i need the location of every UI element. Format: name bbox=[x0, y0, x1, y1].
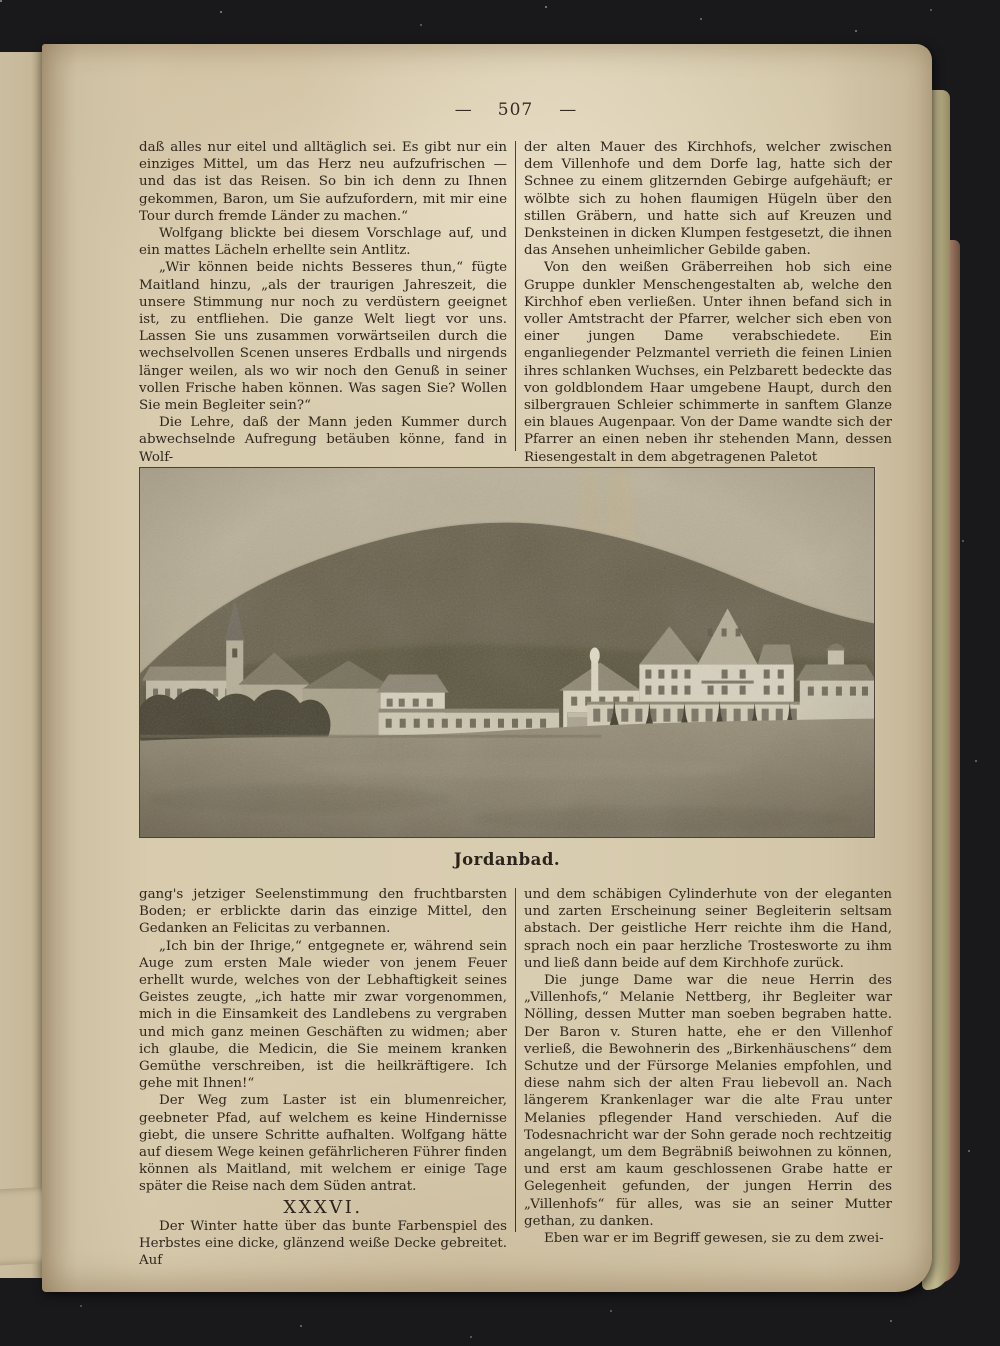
header-dash-left: — bbox=[454, 100, 472, 120]
column-divider-rule bbox=[515, 141, 516, 451]
paragraph: gang's jetziger Seelenstimmung den fruchtbarsten Boden; er erblickte darin das einzige Mittel, den Gedanken an Felicitas zu verbannen. bbox=[139, 887, 507, 937]
paragraph: „Wir können beide nichts Besseres thun,“ fügte Maitland hinzu, „als der traurigen Jahreszeit, die unsere Stimmung nur noch zu verdüstern geeignet ist, zu entfliehen. Die ganze Welt liegt vor uns. Lassen Sie uns zusammen vorwärtseilen durch die wechselvollen Scenen unseres Erdballs und nirgends länger weilen, als wo wir noch den Genuß in seiner vollen Frische haben können. Was sagen Sie? Wollen Sie mein Begleiter sein?“ bbox=[139, 260, 507, 414]
running-header bbox=[139, 100, 892, 120]
chapter-heading: XXXVI. bbox=[283, 1196, 363, 1218]
paragraph: daß alles nur eitel und alltäglich sei. Es gibt nur ein einziges Mittel, um das Herz neu aufzufrischen — und das ist das Reisen. So bin ich denn zu Ihnen gekommen, Baron, um Sie aufzufordern, mit mir eine Tour durch fremde Länder zu machen.“ bbox=[139, 140, 507, 224]
figure-caption: Jordanbad. bbox=[453, 850, 561, 869]
jordanbad-photograph bbox=[139, 467, 875, 838]
lower-right-column bbox=[524, 886, 892, 1247]
lower-left-column bbox=[139, 886, 507, 1269]
paragraph: Wolfgang blickte bei diesem Vorschlage auf, und ein mattes Lächeln erhellte sein Antlitz. bbox=[139, 226, 507, 259]
column-divider-rule bbox=[515, 888, 516, 1232]
upper-left-column bbox=[139, 139, 507, 465]
paragraph: der alten Mauer des Kirchhofs, welcher zwischen dem Villenhofe und dem Dorfe lag, hatte sich der Schnee zu einem glitzernden Gebirge aufgehäuft; er wölbte sich zu hohen flaumigen Hügeln über den stillen Gräbern, und hatte sich auf Kreuzen und Denksteinen in dicken Klumpen festgesetzt, die ihnen das Ansehen unheimlicher Gebilde gaben. bbox=[524, 140, 892, 259]
paragraph: Die junge Dame war die neue Herrin des „Villenhofs,“ Melanie Nettberg, ihr Begleiter war Nölling, dessen Mutter man soeben begraben hatte. Der Baron v. Sturen hatte, ehe er den Villenhof verließ, die Bewohnerin des „Birkenhäuschens“ dem Schutze und der Fürsorge Melanies empfohlen, und diese nahm sich der alten Frau liebevoll an. Nach längerem Krankenlager war die alte Frau unter Melanies pflegender Hand verschieden. Auf die Todesnachricht war der Sohn gerade noch rechtzeitig angelangt, um dem Begräbniß beiwohnen zu können, und erst am kaum geschlossenen Grabe hatte er Gelegenheit gefunden, der jungen Herrin des „Villenhofs“ für alles, was sie an seiner Mutter gethan, zu danken. bbox=[524, 973, 892, 1229]
paragraph: Der Winter hatte über das bunte Farbenspiel des Herbstes eine dicke, glänzend weiße Decke gebreitet. Auf bbox=[139, 1218, 507, 1269]
book-page-sheet bbox=[42, 44, 932, 1292]
facing-page-sliver bbox=[0, 52, 44, 1278]
header-dash-right: — bbox=[559, 100, 577, 120]
dust-specks bbox=[0, 0, 2, 2]
paragraph: Eben war er im Begriff gewesen, sie zu dem zwei- bbox=[544, 1231, 884, 1247]
paragraph: Der Weg zum Laster ist ein blumenreicher, geebneter Pfad, auf welchem es keine Hindernisse giebt, die unsere Schritte aufhalten. Wolfgang hätte auf diesem Wege keinen gefährlicheren Führer finden können als Maitland, mit welchem er einige Tage später die Reise nach dem Süden antrat. bbox=[139, 1093, 507, 1195]
lower-text-block bbox=[139, 886, 892, 1269]
upper-text-block bbox=[139, 139, 892, 465]
paragraph: „Ich bin der Ihrige,“ entgegnete er, während sein Auge zum ersten Male wieder von jenem Feuer erhellt wurde, welches von der Lebhaftigkeit seines Geistes zeugte, „ich hatte mir zwar vorgenommen, mich in die Einsamkeit des Landlebens zu vergraben und mich ganz meinen Geschäften zu widmen; aber ich glaube, die Medicin, die Sie meinem kranken Gemüthe verschreiben, ist die heilkräftigere. Ich gehe mit Ihnen!“ bbox=[139, 938, 507, 1092]
page-content bbox=[139, 44, 892, 1292]
page-number: 507 bbox=[497, 100, 534, 120]
paragraph: und dem schäbigen Cylinderhute von der eleganten und zarten Erscheinung seiner Begleiterin seltsam abstach. Der geistliche Herr reichte ihm die Hand, sprach noch ein paar herzliche Trostesworte zu ihm und ließ dann beide auf dem Kirchhofe zurück. bbox=[524, 887, 892, 971]
paragraph: Von den weißen Gräberreihen hob sich eine Gruppe dunkler Menschengestalten ab, welche den Kirchhof eben verließen. Unter ihnen befand sich in voller Amtstracht der Pfarrer, welcher sich eben von einer jungen Dame verabschiedete. Ein enganliegender Pelzmantel verrieth die feinen Linien ihres schlanken Wuchses, ein Pelzbarett bedeckte das von goldblondem Haar umgebene Haupt, durch den silbergrauen Schleier schimmerte in sanftem Glanze ein blaues Augenpaar. Von der Dame wandte sich der Pfarrer an einen neben ihr stehenden Mann, dessen Riesengestalt in dem abgetragenen Paletot bbox=[524, 260, 892, 465]
paragraph: Die Lehre, daß der Mann jeden Kummer durch abwechselnde Aufregung betäuben könne, fand in Wolf- bbox=[139, 415, 507, 465]
jordanbad-photo-art bbox=[140, 468, 874, 837]
upper-right-column bbox=[524, 139, 892, 465]
